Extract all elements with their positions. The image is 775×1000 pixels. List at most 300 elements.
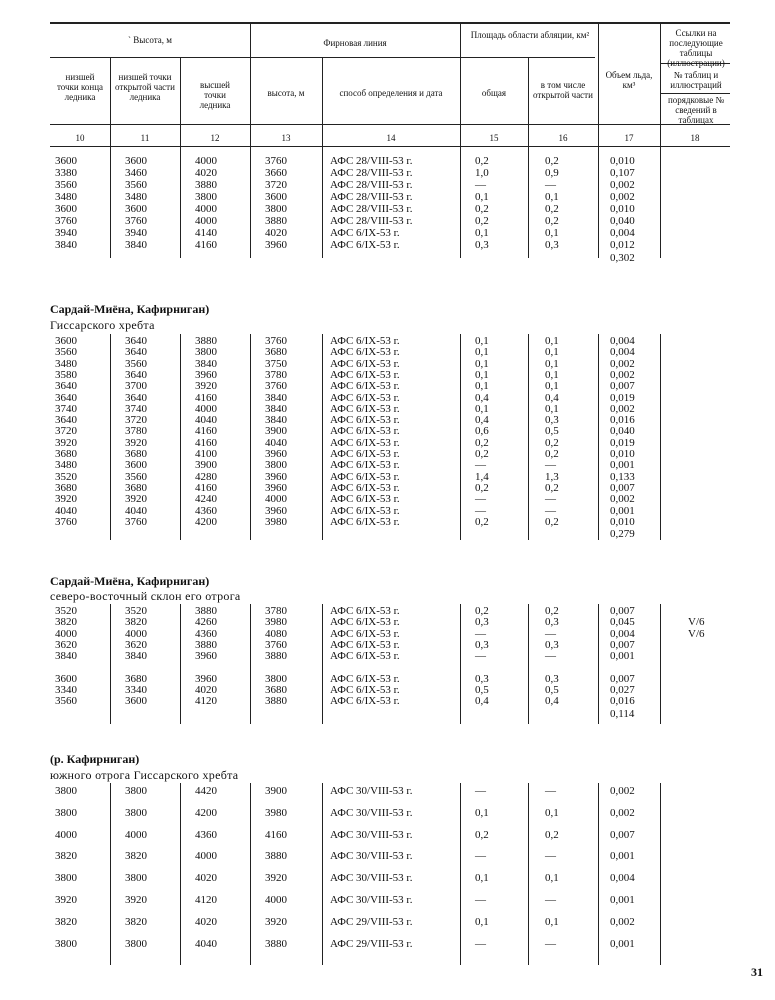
table-cell: 1,4 bbox=[475, 470, 489, 483]
table-cell: 3880 bbox=[265, 650, 287, 663]
table-cell: АФС 6/IX-53 г. bbox=[330, 391, 400, 404]
colnum-18: 18 bbox=[690, 133, 700, 143]
table-row bbox=[0, 673, 775, 685]
table-cell: 0,007 bbox=[610, 638, 635, 651]
table-cell: — bbox=[545, 179, 556, 191]
table-cell: 3480 bbox=[55, 357, 77, 370]
table-row bbox=[0, 505, 775, 517]
table-row bbox=[0, 938, 775, 950]
table-cell: 3800 bbox=[195, 191, 217, 203]
table-row bbox=[0, 916, 775, 928]
table-cell: 3600 bbox=[125, 459, 147, 472]
table-cell: 3800 bbox=[55, 785, 77, 797]
table-cell: 0,002 bbox=[610, 357, 635, 370]
table-row bbox=[0, 203, 775, 215]
table-cell: 0,1 bbox=[475, 357, 489, 370]
table-cell: 0,045 bbox=[610, 616, 635, 629]
table-cell: АФС 6/IX-53 г. bbox=[330, 616, 400, 629]
table-row bbox=[0, 380, 775, 392]
table-cell: 0,2 bbox=[475, 203, 489, 215]
table-cell: 4200 bbox=[195, 806, 217, 819]
header-col18-rule-2 bbox=[660, 93, 730, 94]
table-cell: 3680 bbox=[125, 481, 147, 494]
table-cell: 0,2 bbox=[475, 436, 489, 449]
table-cell: 3340 bbox=[55, 684, 77, 697]
colnum-14: 14 bbox=[386, 133, 396, 143]
header-col16: в том числе открытой части bbox=[533, 80, 593, 100]
table-row bbox=[0, 471, 775, 483]
table-cell: 0,1 bbox=[545, 806, 559, 819]
table-cell: 0,002 bbox=[610, 402, 635, 415]
hdr-div-14-15 bbox=[460, 22, 461, 146]
table-cell: 4020 bbox=[195, 167, 217, 179]
table-cell: АФС 30/VIII-53 г. bbox=[330, 894, 413, 906]
table-cell: — bbox=[475, 937, 486, 950]
table-cell: АФС 6/IX-53 г. bbox=[330, 368, 400, 381]
table-row bbox=[0, 448, 775, 460]
table-row bbox=[0, 516, 775, 528]
table-row bbox=[0, 850, 775, 862]
table-cell: 3800 bbox=[125, 785, 147, 797]
table-cell: 4080 bbox=[265, 627, 287, 640]
hdr-div-16-17 bbox=[598, 22, 599, 146]
table-cell: 3840 bbox=[125, 650, 147, 663]
table-cell: 4020 bbox=[195, 872, 217, 885]
table-cell: 3820 bbox=[125, 850, 147, 863]
table-cell: 0,1 bbox=[545, 402, 559, 415]
table-cell: 0,010 bbox=[610, 203, 635, 215]
table-cell: 3840 bbox=[195, 357, 217, 370]
table-cell: — bbox=[545, 627, 556, 640]
table-cell: 4140 bbox=[195, 227, 217, 239]
table-cell: 3800 bbox=[195, 346, 217, 359]
table-cell: 4040 bbox=[195, 414, 217, 427]
table-cell: — bbox=[475, 459, 486, 472]
table-row bbox=[0, 459, 775, 471]
table-cell: 3560 bbox=[55, 179, 77, 191]
table-row bbox=[0, 684, 775, 696]
table-cell: 3680 bbox=[125, 672, 147, 685]
colnum-17: 17 bbox=[624, 133, 634, 143]
table-cell: 0,2 bbox=[545, 436, 559, 449]
table-cell: 3600 bbox=[125, 203, 147, 215]
table-cell: 3640 bbox=[55, 380, 77, 393]
table-cell: 0,1 bbox=[475, 806, 489, 819]
table-cell: 3760 bbox=[125, 515, 147, 528]
table-cell: АФС 6/IX-53 г. bbox=[330, 459, 400, 472]
table-cell: 3840 bbox=[55, 239, 77, 251]
table-cell: 4000 bbox=[265, 493, 287, 506]
table-cell: 4260 bbox=[195, 616, 217, 629]
table-cell: 3760 bbox=[265, 638, 287, 651]
table-cell: 3920 bbox=[125, 493, 147, 506]
table-cell: 0,1 bbox=[475, 191, 489, 203]
table-cell: 3720 bbox=[265, 179, 287, 191]
table-cell: 1,0 bbox=[475, 167, 489, 179]
table-row bbox=[0, 414, 775, 426]
table-cell: 3980 bbox=[265, 616, 287, 629]
table-cell: 0,001 bbox=[610, 894, 635, 906]
table-cell: АФС 29/VIII-53 г. bbox=[330, 937, 413, 950]
table-cell: 3600 bbox=[125, 155, 147, 167]
table-cell: 3800 bbox=[265, 459, 287, 472]
table-cell: 0,004 bbox=[610, 346, 635, 359]
table-cell: 0,012 bbox=[610, 239, 635, 251]
table-cell: АФС 28/VIII-53 г. bbox=[330, 203, 413, 215]
table-cell: 0,001 bbox=[610, 504, 635, 517]
table-cell: АФС 28/VIII-53 г. bbox=[330, 191, 413, 203]
table-cell: 0,1 bbox=[475, 380, 489, 393]
table-cell: 0,002 bbox=[610, 915, 635, 928]
table-cell: 4240 bbox=[195, 493, 217, 506]
table-cell: 4360 bbox=[195, 504, 217, 517]
table-cell: 0,1 bbox=[475, 346, 489, 359]
section-title: (р. Кафирниган) bbox=[50, 752, 140, 766]
table-row bbox=[0, 616, 775, 628]
table-cell: 3820 bbox=[125, 915, 147, 928]
table-cell: 3480 bbox=[55, 191, 77, 203]
table-row bbox=[0, 785, 775, 797]
header-firn-group: Фирновая линия bbox=[323, 38, 387, 48]
header-col18-bot: порядковые № сведений в таблицах bbox=[667, 95, 725, 125]
table-cell: 0,4 bbox=[545, 391, 559, 404]
table-cell: АФС 30/VIII-53 г. bbox=[330, 850, 413, 863]
table-cell: 0,3 bbox=[545, 239, 559, 251]
table-cell: АФС 6/IX-53 г. bbox=[330, 448, 400, 460]
table-cell: 0,2 bbox=[475, 605, 489, 617]
table-cell: 4040 bbox=[125, 504, 147, 517]
table-cell: 0,004 bbox=[610, 627, 635, 640]
table-cell: 3560 bbox=[125, 179, 147, 191]
table-cell: 0,010 bbox=[610, 448, 635, 460]
table-cell: 3740 bbox=[125, 402, 147, 415]
table-cell: 4420 bbox=[195, 785, 217, 797]
table-cell: АФС 28/VIII-53 г. bbox=[330, 215, 413, 227]
table-cell: 0,001 bbox=[610, 459, 635, 472]
header-col13: высота, м bbox=[267, 88, 305, 98]
table-cell: 3880 bbox=[265, 850, 287, 863]
section-subtitle: южного отрога Гиссарского хребта bbox=[50, 768, 239, 782]
table-cell: 4000 bbox=[265, 894, 287, 906]
table-cell: 4160 bbox=[195, 391, 217, 404]
table-cell: 3880 bbox=[195, 179, 217, 191]
header-col18-top: Ссылки на последующие таблицы (иллюстрации) bbox=[667, 28, 725, 68]
table-cell: — bbox=[475, 850, 486, 863]
table-cell: 0,001 bbox=[610, 650, 635, 663]
table-cell: 3800 bbox=[125, 806, 147, 819]
section-title: Сардай-Миёна, Кафирниган) bbox=[50, 302, 210, 316]
table-row bbox=[0, 167, 775, 179]
section-total: 0,302 bbox=[610, 252, 635, 264]
table-row bbox=[0, 605, 775, 617]
table-cell: 0,004 bbox=[610, 335, 635, 347]
table-cell: 3640 bbox=[55, 391, 77, 404]
table-cell: 3560 bbox=[125, 470, 147, 483]
table-cell: 0,1 bbox=[475, 335, 489, 347]
table-cell: 0,1 bbox=[475, 915, 489, 928]
table-row bbox=[0, 346, 775, 358]
table-cell: — bbox=[475, 627, 486, 640]
table-cell: — bbox=[475, 785, 486, 797]
table-cell: АФС 28/VIII-53 г. bbox=[330, 179, 413, 191]
table-cell: 0,5 bbox=[545, 425, 559, 438]
table-cell: 0,2 bbox=[545, 515, 559, 528]
table-cell: 3780 bbox=[265, 368, 287, 381]
table-cell: 4120 bbox=[195, 695, 217, 708]
table-cell: 4000 bbox=[195, 402, 217, 415]
table-row bbox=[0, 829, 775, 841]
table-cell: 0,002 bbox=[610, 785, 635, 797]
header-heights-group: ` Высота, м bbox=[128, 35, 172, 45]
table-cell: АФС 30/VIII-53 г. bbox=[330, 785, 413, 797]
table-row bbox=[0, 335, 775, 347]
table-cell: 0,3 bbox=[475, 672, 489, 685]
table-cell: АФС 6/IX-53 г. bbox=[330, 695, 400, 708]
hdr-div-10-11 bbox=[110, 57, 111, 146]
table-cell: 3800 bbox=[125, 937, 147, 950]
table-cell: 4000 bbox=[195, 203, 217, 215]
table-cell: 0,3 bbox=[475, 616, 489, 629]
table-cell: 0,4 bbox=[475, 414, 489, 427]
table-cell: 0,001 bbox=[610, 937, 635, 950]
table-cell: 0,016 bbox=[610, 695, 635, 708]
table-cell: АФС 6/IX-53 г. bbox=[330, 402, 400, 415]
table-cell: 4000 bbox=[195, 215, 217, 227]
table-cell: 3780 bbox=[265, 605, 287, 617]
hdr-div-11-12 bbox=[180, 57, 181, 146]
table-cell: 0,107 bbox=[610, 167, 635, 179]
table-cell: АФС 6/IX-53 г. bbox=[330, 357, 400, 370]
table-cell: 3680 bbox=[125, 448, 147, 460]
table-cell: — bbox=[545, 850, 556, 863]
table-cell: 3600 bbox=[125, 695, 147, 708]
table-row bbox=[0, 191, 775, 203]
table-cell: 0,002 bbox=[610, 368, 635, 381]
table-row bbox=[0, 179, 775, 191]
table-cell: 3600 bbox=[55, 672, 77, 685]
table-row bbox=[0, 872, 775, 884]
colnum-11: 11 bbox=[140, 133, 150, 143]
table-cell: 0,1 bbox=[545, 368, 559, 381]
table-cell: 0,040 bbox=[610, 425, 635, 438]
table-cell: 3700 bbox=[125, 380, 147, 393]
table-cell: 3760 bbox=[265, 155, 287, 167]
table-cell: 4160 bbox=[195, 436, 217, 449]
table-cell: 4160 bbox=[195, 425, 217, 438]
table-cell: 3640 bbox=[125, 391, 147, 404]
table-cell: 3920 bbox=[55, 436, 77, 449]
table-cell: 3840 bbox=[265, 391, 287, 404]
table-cell: — bbox=[545, 937, 556, 950]
table-row bbox=[0, 155, 775, 167]
table-cell: 4160 bbox=[265, 828, 287, 841]
table-cell: 0,010 bbox=[610, 155, 635, 167]
table-cell: 3740 bbox=[55, 402, 77, 415]
colnum-13: 13 bbox=[281, 133, 291, 143]
table-cell: 0,007 bbox=[610, 672, 635, 685]
header-col10: низшей точки конца ледника bbox=[56, 72, 104, 102]
table-cell: 3820 bbox=[55, 616, 77, 629]
table-cell: 4000 bbox=[55, 627, 77, 640]
table-cell: 3920 bbox=[125, 436, 147, 449]
table-cell: 3600 bbox=[55, 335, 77, 347]
table-cell: 0,2 bbox=[475, 215, 489, 227]
table-cell: 3920 bbox=[125, 894, 147, 906]
table-cell: 3920 bbox=[265, 872, 287, 885]
table-cell: 3760 bbox=[55, 215, 77, 227]
table-cell: 0,019 bbox=[610, 436, 635, 449]
table-cell: 0,016 bbox=[610, 414, 635, 427]
table-cell: 3640 bbox=[125, 346, 147, 359]
table-cell: 0,1 bbox=[545, 346, 559, 359]
table-cell: АФС 6/IX-53 г. bbox=[330, 627, 400, 640]
table-row bbox=[0, 639, 775, 651]
table-cell: 0,2 bbox=[475, 448, 489, 460]
table-cell: 3920 bbox=[55, 493, 77, 506]
table-cell: 0,3 bbox=[475, 239, 489, 251]
table-cell: 4100 bbox=[195, 448, 217, 460]
table-cell: 0,002 bbox=[610, 179, 635, 191]
table-cell: 0,1 bbox=[545, 357, 559, 370]
table-cell: 0,4 bbox=[475, 391, 489, 404]
table-cell: 3680 bbox=[265, 684, 287, 697]
header-col14: способ определения и дата bbox=[339, 88, 443, 98]
table-cell: 0,1 bbox=[545, 872, 559, 885]
table-cell: 3820 bbox=[125, 616, 147, 629]
section-total: 0,114 bbox=[610, 707, 635, 720]
table-cell: 3520 bbox=[55, 470, 77, 483]
table-cell: 4000 bbox=[125, 627, 147, 640]
table-cell: АФС 6/IX-53 г. bbox=[330, 605, 400, 617]
table-cell: 3340 bbox=[125, 684, 147, 697]
page-number: 31 bbox=[751, 965, 763, 979]
table-row bbox=[0, 493, 775, 505]
table-cell: 0,2 bbox=[545, 481, 559, 494]
table-cell: АФС 30/VIII-53 г. bbox=[330, 828, 413, 841]
table-cell: 1,3 bbox=[545, 470, 559, 483]
table-cell: АФС 6/IX-53 г. bbox=[330, 335, 400, 347]
table-cell: 3800 bbox=[55, 872, 77, 885]
header-bottom-rule bbox=[50, 124, 730, 125]
table-cell: 3640 bbox=[125, 368, 147, 381]
table-cell: 3780 bbox=[125, 425, 147, 438]
table-cell: 4360 bbox=[195, 627, 217, 640]
hdr-div-13-14 bbox=[322, 57, 323, 146]
table-cell: 0,1 bbox=[475, 368, 489, 381]
section-subtitle: северо-восточный склон его отрога bbox=[50, 589, 241, 603]
header-col11: низшей точки открытой части ледника bbox=[115, 72, 175, 102]
table-row bbox=[0, 227, 775, 239]
section-total: 0,279 bbox=[610, 528, 635, 541]
table-cell: V/6 bbox=[688, 616, 705, 629]
table-cell: 0,5 bbox=[545, 684, 559, 697]
table-row bbox=[0, 392, 775, 404]
table-cell: АФС 28/VIII-53 г. bbox=[330, 167, 413, 179]
table-cell: 3960 bbox=[195, 368, 217, 381]
table-cell: 3880 bbox=[265, 937, 287, 950]
table-cell: 0,007 bbox=[610, 828, 635, 841]
colnum-10: 10 bbox=[75, 133, 85, 143]
table-cell: АФС 6/IX-53 г. bbox=[330, 684, 400, 697]
table-cell: 0,1 bbox=[545, 380, 559, 393]
table-cell: 4000 bbox=[55, 828, 77, 841]
colnum-bottom-rule bbox=[50, 146, 730, 147]
table-cell: 3680 bbox=[55, 481, 77, 494]
header-col17: Объем льда, км³ bbox=[605, 70, 653, 90]
table-row bbox=[0, 807, 775, 819]
table-cell: АФС 6/IX-53 г. bbox=[330, 414, 400, 427]
table-cell: 3800 bbox=[265, 203, 287, 215]
table-cell: 3980 bbox=[265, 515, 287, 528]
table-cell: 0,4 bbox=[545, 695, 559, 708]
table-cell: АФС 30/VIII-53 г. bbox=[330, 806, 413, 819]
table-cell: 0,007 bbox=[610, 380, 635, 393]
table-cell: 0,010 bbox=[610, 515, 635, 528]
table-cell: 0,2 bbox=[475, 515, 489, 528]
table-cell: 0,007 bbox=[610, 605, 635, 617]
table-cell: 3880 bbox=[195, 605, 217, 617]
table-cell: 4280 bbox=[195, 470, 217, 483]
table-cell: 4040 bbox=[195, 937, 217, 950]
table-cell: 0,3 bbox=[545, 414, 559, 427]
table-cell: 0,040 bbox=[610, 215, 635, 227]
table-cell: — bbox=[545, 650, 556, 663]
table-cell: — bbox=[545, 493, 556, 506]
table-row bbox=[0, 403, 775, 415]
table-cell: 3460 bbox=[125, 167, 147, 179]
table-cell: 4200 bbox=[195, 515, 217, 528]
table-cell: 3960 bbox=[265, 470, 287, 483]
table-cell: 3800 bbox=[55, 806, 77, 819]
table-cell: 3960 bbox=[195, 672, 217, 685]
table-cell: 3720 bbox=[55, 425, 77, 438]
table-cell: 3900 bbox=[265, 425, 287, 438]
table-cell: АФС 6/IX-53 г. bbox=[330, 470, 400, 483]
table-cell: АФС 6/IX-53 г. bbox=[330, 346, 400, 359]
table-cell: — bbox=[545, 894, 556, 906]
table-cell: 4000 bbox=[125, 828, 147, 841]
header-col18-mid: № таблиц и иллюстраций bbox=[670, 70, 722, 90]
table-cell: 0,1 bbox=[545, 191, 559, 203]
table-cell: 3900 bbox=[265, 785, 287, 797]
table-cell: 3600 bbox=[55, 155, 77, 167]
table-cell: 4020 bbox=[265, 227, 287, 239]
table-cell: 4000 bbox=[195, 850, 217, 863]
table-cell: 3520 bbox=[125, 605, 147, 617]
table-cell: АФС 6/IX-53 г. bbox=[330, 436, 400, 449]
table-cell: АФС 30/VIII-53 г. bbox=[330, 872, 413, 885]
table-cell: 3880 bbox=[265, 215, 287, 227]
table-cell: 3560 bbox=[55, 346, 77, 359]
section-subtitle: Гиссарского хребта bbox=[50, 318, 155, 332]
table-cell: 3960 bbox=[265, 504, 287, 517]
table-cell: 0,004 bbox=[610, 227, 635, 239]
table-cell: 0,027 bbox=[610, 684, 635, 697]
table-cell: 3560 bbox=[125, 357, 147, 370]
table-cell: 0,004 bbox=[610, 872, 635, 885]
table-cell: 4160 bbox=[195, 481, 217, 494]
hdr-div-15-16 bbox=[528, 57, 529, 146]
table-cell: 3940 bbox=[125, 227, 147, 239]
table-cell: 3640 bbox=[125, 335, 147, 347]
table-cell: 3620 bbox=[55, 638, 77, 651]
table-cell: 3920 bbox=[55, 894, 77, 906]
table-cell: 0,1 bbox=[475, 227, 489, 239]
hdr-div-17-18 bbox=[660, 22, 661, 146]
table-cell: 3680 bbox=[55, 448, 77, 460]
table-cell: 3840 bbox=[55, 650, 77, 663]
table-cell: 0,007 bbox=[610, 481, 635, 494]
